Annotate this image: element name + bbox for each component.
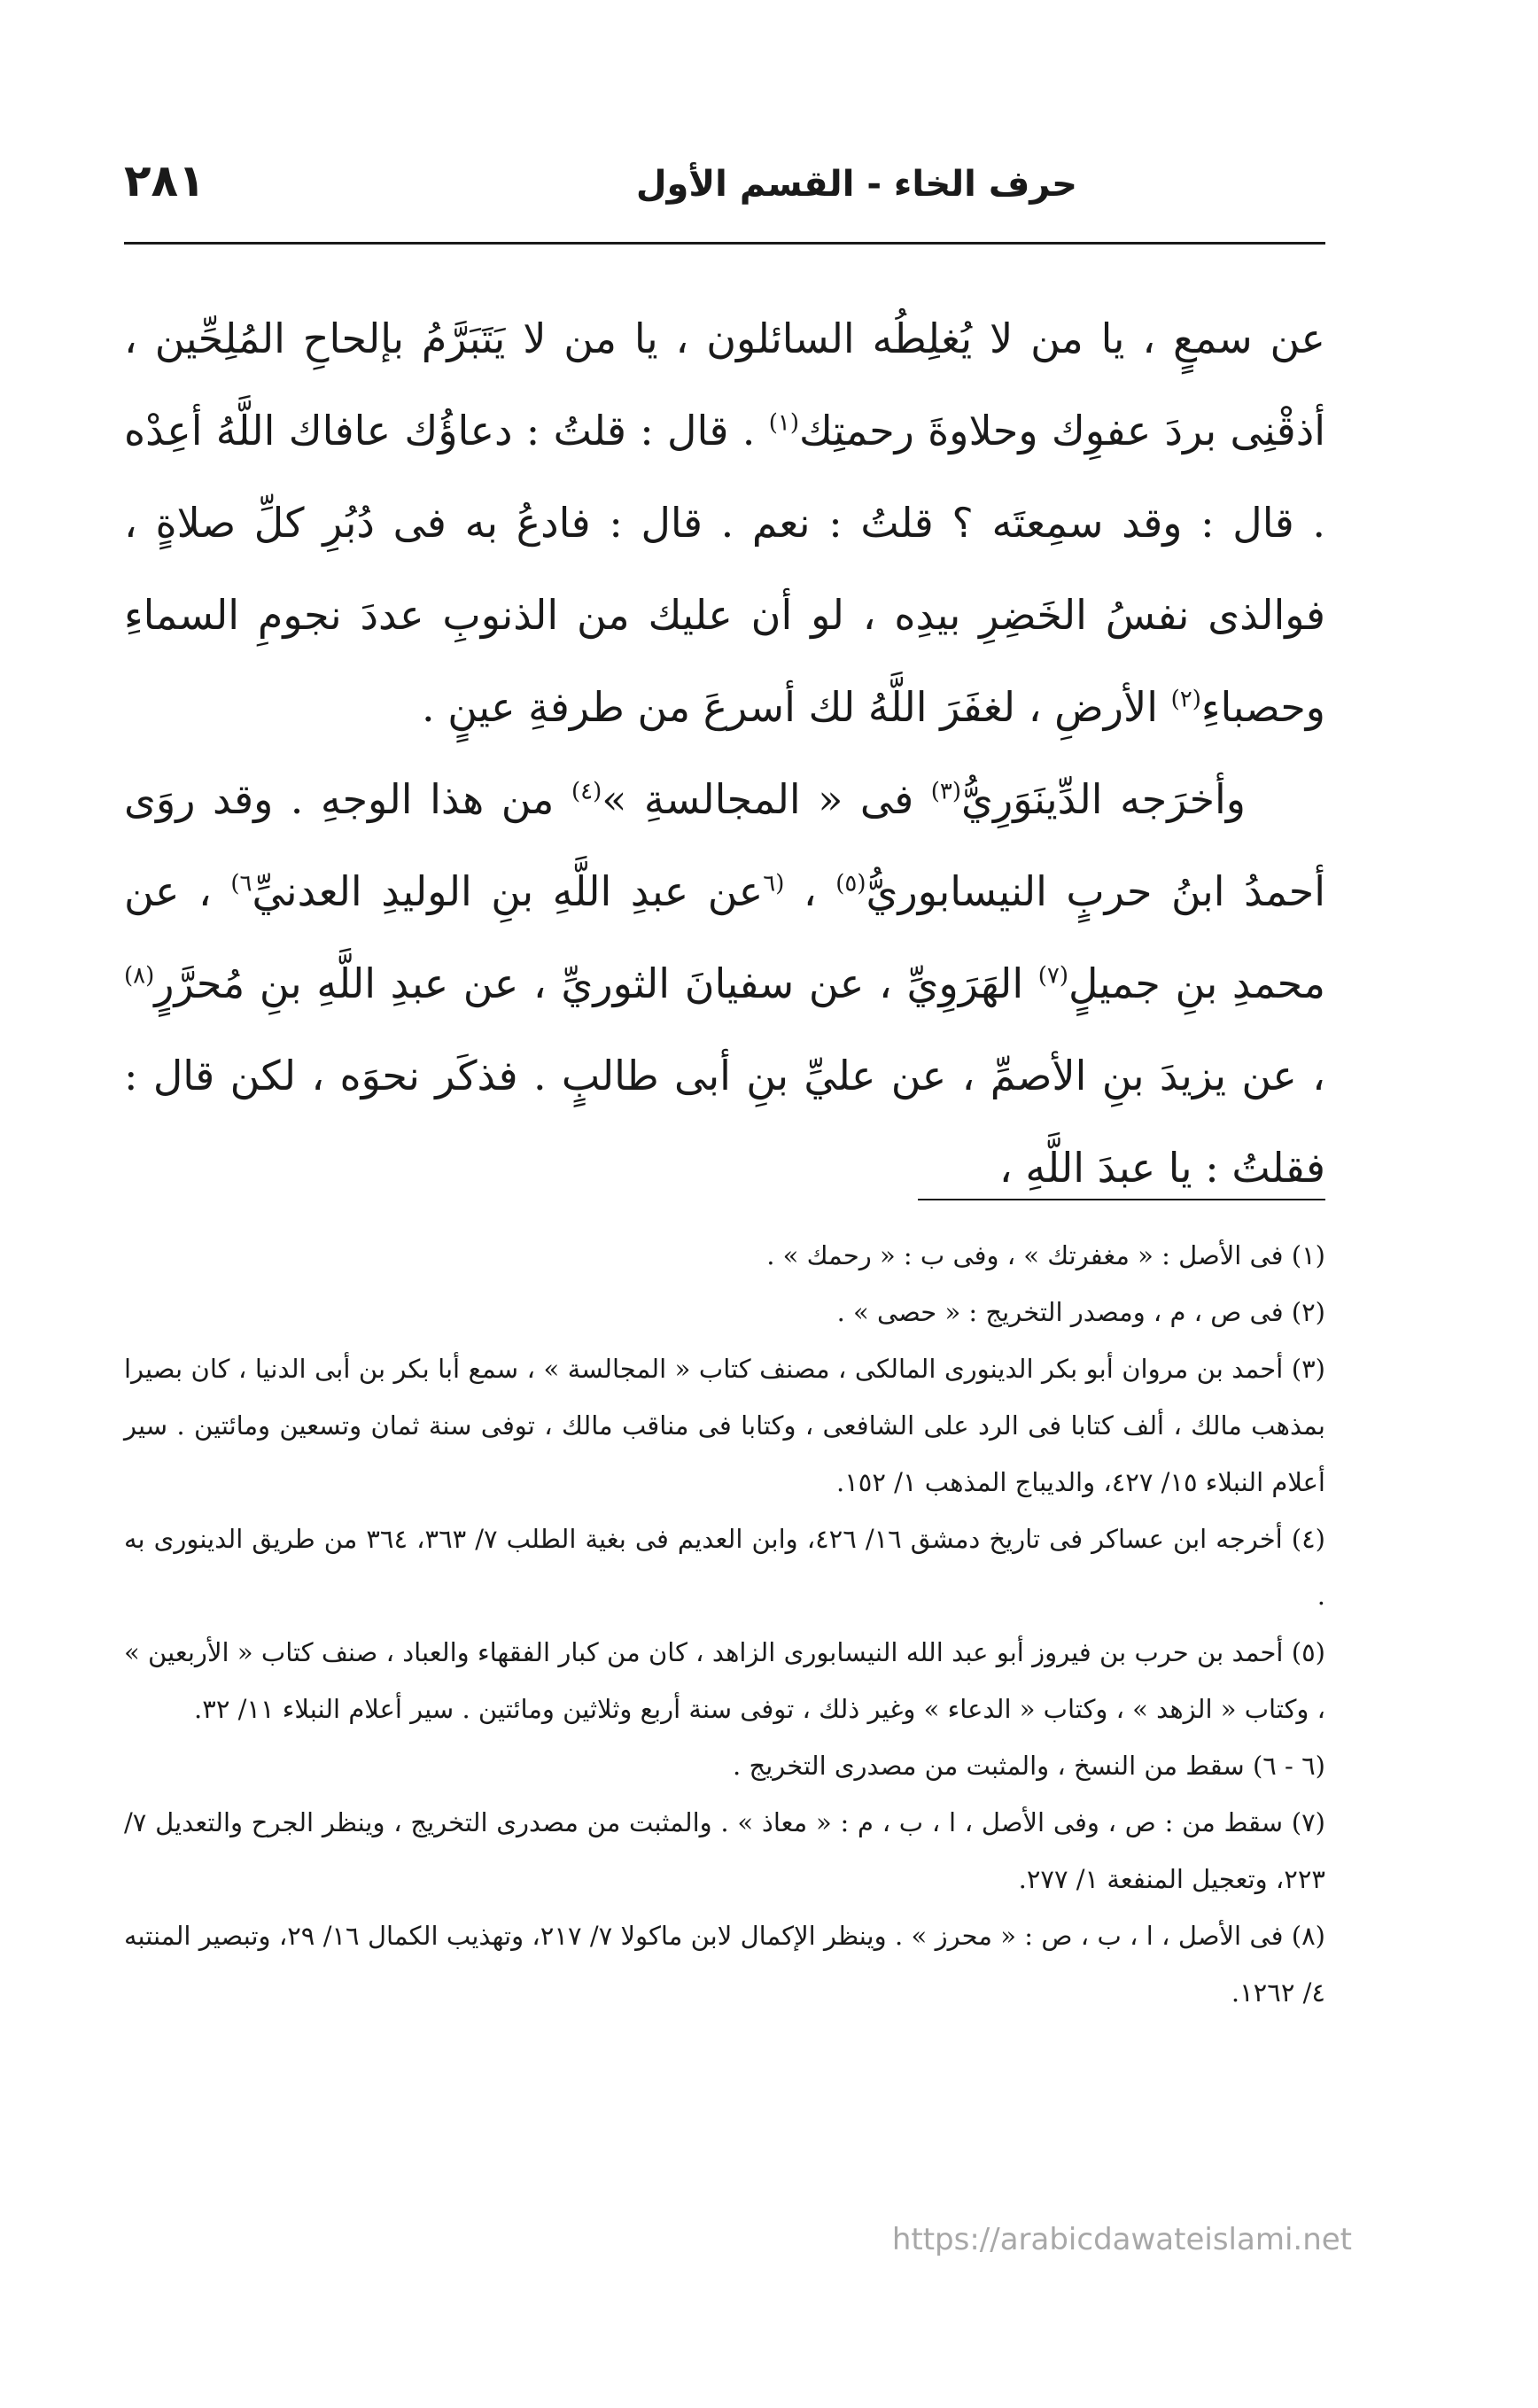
- footnote-ref-4: (٤): [571, 778, 602, 805]
- main-text: [124, 292, 1325, 1214]
- footnote-ref-7: (٧): [1037, 962, 1069, 990]
- footnote-2: (٢) فى ص ، م ، ومصدر التخريج : « حصى » .: [836, 1297, 1325, 1327]
- footnotes: [124, 1227, 1325, 2021]
- footnote-5: (٥) أحمد بن حرب بن فيروز أبو عبد الله النيسابورى الزاهد ، كان من كبار الفقهاء والعباد ، صنف كتاب « الأربعين » ، وكتاب « الزهد » ، وكتاب « الدعاء » وغير ذلك ، توفى سنة أربع وثلاثين ومائتين . سير أعلام النبلاء ١١/ ٣٢.: [124, 1637, 1325, 1724]
- text-run: وأخرَجه الدِّينَوَرِيُّ: [960, 775, 1247, 823]
- paragraph-2: [124, 753, 1325, 1214]
- footnote-7: (٧) سقط من : ص ، وفى الأصل ، ا ، ب ، م : « معاذ » . والمثبت من مصدرى التخريج ، وينظر الجرح والتعديل ٧/ ٢٢٣، وتعجيل المنفعة ١/ ٢٧٧.: [124, 1807, 1325, 1894]
- text-run: الأرضِ ، لغفَرَ اللَّهُ لك أسرعَ من طرفةِ عينٍ .: [421, 683, 1159, 731]
- footnote-ref-1: (١): [768, 409, 799, 437]
- text-run: ،: [803, 867, 817, 915]
- footnote-1: (١) فى الأصل : « مغفرتك » ، وفى ب : « رحمك » .: [766, 1240, 1325, 1270]
- footnote-ref-5: (٥): [835, 870, 866, 897]
- footnote-3: (٣) أحمد بن مروان أبو بكر الدينورى المالكى ، مصنف كتاب « المجالسة » ، سمع أبا بكر بن أبى الدنيا ، كان بصيرا بمذهب مالك ، ألف كتابا فى الرد على الشافعى ، وكتابا فى مناقب مالك ، توفى سنة ثمان وتسعين ومائتين . سير أعلام النبلاء ١٥/ ٤٢٧، والديباج المذهب ١/ ١٥٢.: [124, 1354, 1325, 1497]
- page-number: ٢٨١: [124, 155, 206, 206]
- text-run: . قال : قلتُ : دعاؤُك عافاك اللَّهُ أعِدْه . قال : وقد سمِعتَه ؟ قلتُ : نعم . قال : فادعُ به فى دُبُرِ كلِّ صلاةٍ ، فوالذى نفسُ الخَضِرِ بيدِه ، لو أن عليك من الذنوبِ عددَ نجومِ السماءِ وحصباءِ: [124, 407, 1325, 731]
- footnote-rule: [918, 1199, 1325, 1200]
- footnote-ref-8: (٨): [124, 962, 155, 990]
- text-run: الهَرَوِيِّ ، عن سفيانَ الثوريِّ ، عن عبدِ اللَّهِ بنِ مُحرَّرٍ: [154, 959, 1024, 1007]
- footnote-6: (٦ - ٦) سقط من النسخ ، والمثبت من مصدرى التخريج .: [733, 1751, 1325, 1781]
- footnote-ref-6-close: ٦): [230, 870, 252, 897]
- footnote-ref-2: (٢): [1170, 686, 1201, 713]
- text-run: ، عن محمدِ بنِ جميلٍ: [124, 867, 1325, 1007]
- text-run: عن عبدِ اللَّهِ بنِ الوليدِ العدنيِّ: [252, 867, 764, 915]
- footnote-ref-3: (٣): [930, 778, 961, 805]
- text-run: فى « المجالسةِ »: [602, 775, 914, 823]
- running-title: حرف الخاء - القسم الأول: [635, 164, 1077, 205]
- footnote-4: (٤) أخرجه ابن عساكر فى تاريخ دمشق ١٦/ ٤٢٦، وابن العديم فى بغية الطلب ٧/ ٣٦٣، ٣٦٤ من طريق الدينورى به .: [124, 1524, 1325, 1611]
- watermark-url: https://arabicdawateislami.net: [891, 2222, 1352, 2257]
- paragraph-1: [124, 292, 1325, 753]
- footnote-8: (٨) فى الأصل ، ا ، ب ، ص : « محرز » . وينظر الإكمال لابن ماكولا ٧/ ٢١٧، وتهذيب الكمال ١٦/ ٢٩، وتبصير المنتبه ٤/ ١٢٦٢.: [124, 1921, 1325, 2008]
- page-header: [124, 155, 1325, 226]
- text-run: ، عن يزيدَ بنِ الأصمِّ ، عن عليِّ بنِ أبى طالبٍ . فذكَر نحوَه ، لكن قال : فقلتُ : يا عبدَ اللَّهِ ،: [124, 1052, 1325, 1192]
- header-rule: [124, 242, 1325, 245]
- footnote-ref-6-open: (٦: [763, 870, 785, 897]
- text-run: من هذا الوجهِ . وقد روَى أحمدُ ابنُ حربٍ النيسابوريُّ: [124, 775, 1326, 915]
- text-run: عن سمعٍ ، يا من لا يُغلِطُه السائلون ، يا من لا يَتَبَرَّمُ بإلحاحِ المُلِحِّين ، أذقْنِى بردَ عفوِك وحلاوةَ رحمتِك: [124, 315, 1325, 454]
